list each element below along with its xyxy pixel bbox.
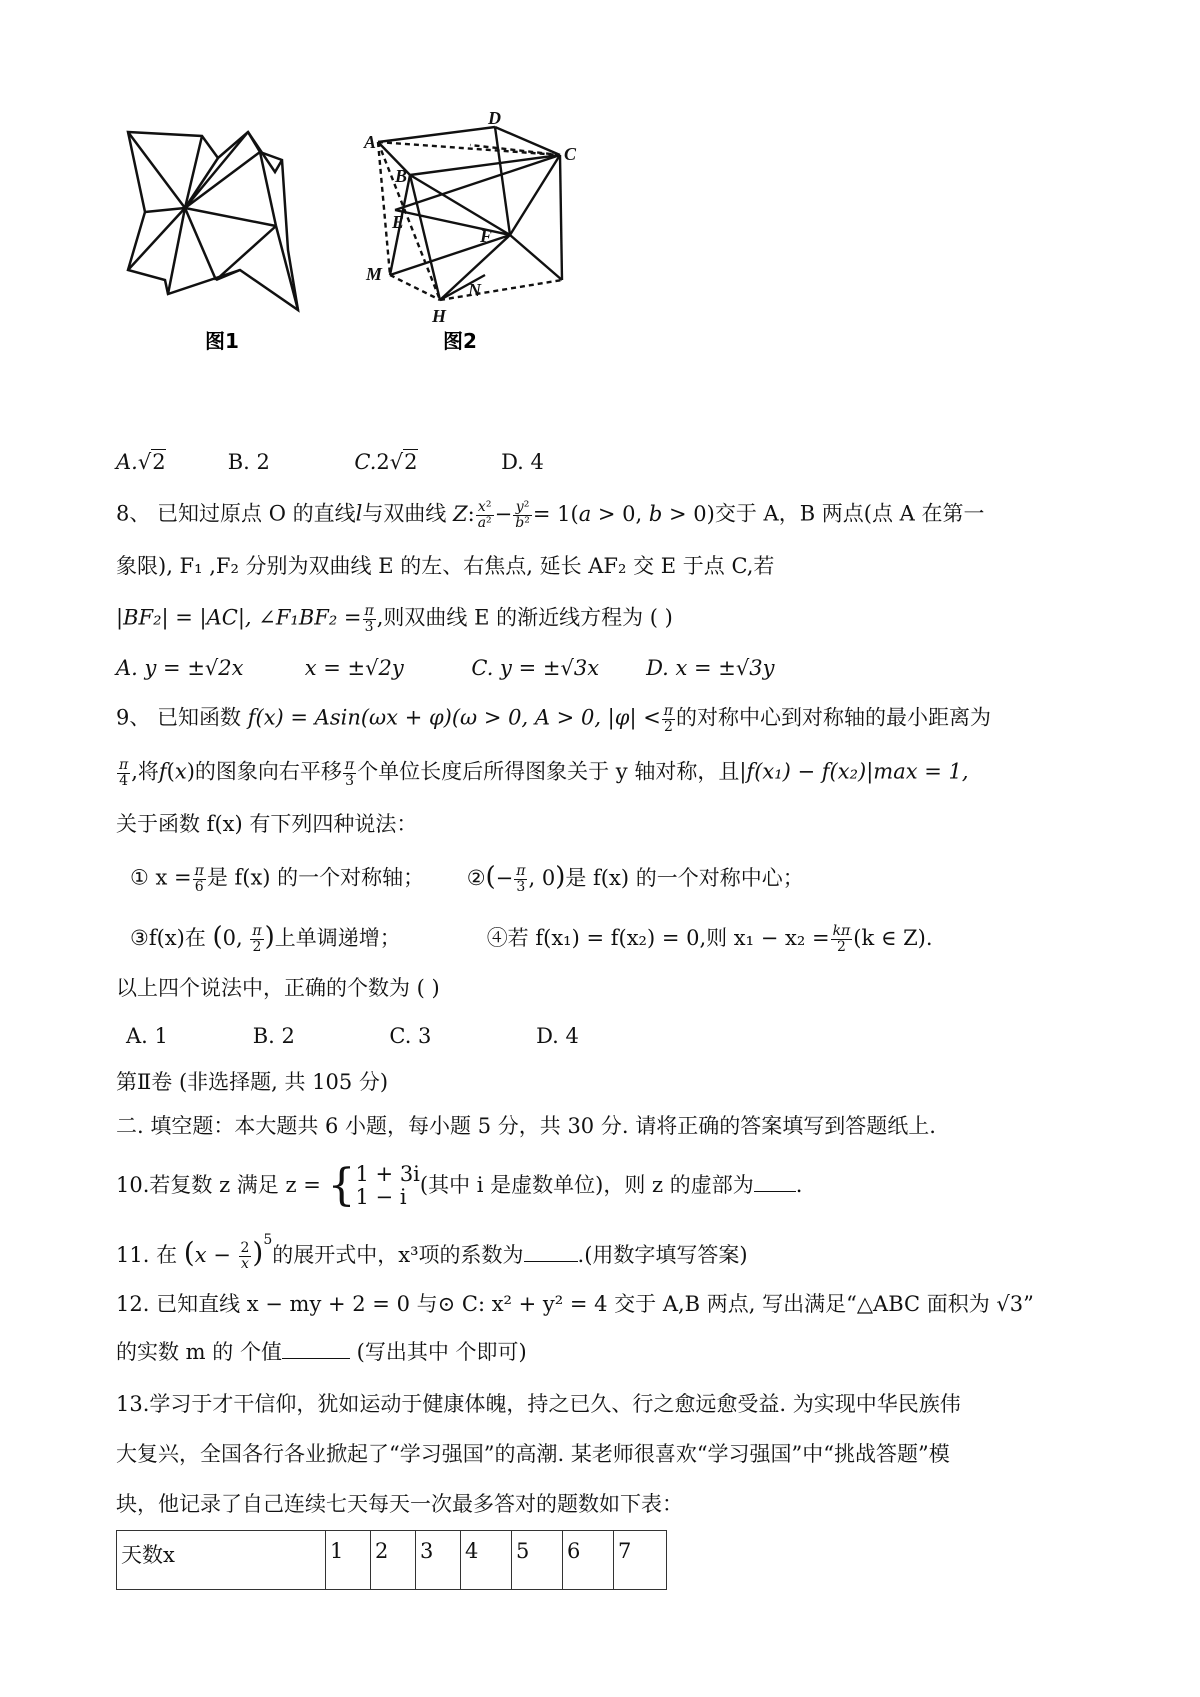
q9-pi-over-4: $\frac{\pi}{4}$ (119, 757, 129, 789)
label-m: M (366, 264, 383, 284)
geometry-figures (120, 100, 680, 400)
q8-text-c: 交于 A，B 两点(点 A 在第一 (714, 501, 985, 526)
q8-option-b: x = ±√2y (304, 656, 404, 680)
q7-option-d: D. 4 (501, 450, 544, 474)
q10-text-b: (其中 i 是虚数单位)，则 z 的虚部为 (419, 1172, 754, 1197)
figure-2-caption: 图2 (443, 329, 477, 353)
table-cell: 6 (563, 1531, 614, 1590)
q8-option-a: A. y = ±√2x (116, 656, 244, 680)
label-a: A (364, 132, 377, 152)
figure-1-star-polyhedron (128, 132, 298, 310)
table-cell: 1 (326, 1531, 371, 1590)
q13-line-1: 13.学习于才干信仰，犹如运动于健康体魄，持之已久、行之愈远愈受益. 为实现中华民族伟 (116, 1392, 961, 1416)
figure-1-caption: 图1 (205, 329, 239, 353)
q9-option-c: C. 3 (389, 1024, 432, 1048)
q9-statements-row-2 (130, 922, 933, 955)
q9-line-2: $\frac{\pi}{4}$ ,将f(x)的图象向右平移 $\frac{\pi}{3}$ 个单位长度后所得图象关于 y 轴对称，且|f(x₁) − f(x₂)|max = 1, (119, 757, 969, 789)
q10-answer-blank[interactable] (754, 1173, 796, 1192)
q7-option-b: B. 2 (227, 450, 270, 474)
q8-option-d: D. x = ±√3y (646, 656, 775, 680)
q9-options (126, 1024, 579, 1049)
q9-text-c: 的对称中心到对称轴的最小距离为 (676, 705, 991, 730)
table-cell: 3 (416, 1531, 461, 1590)
q9-statement-4: ④若 f(x₁) = f(x₂) = 0,则 x₁ − x₂ = $\frac{k\pi}{2}$ (k ∈ Z). (486, 923, 933, 955)
q7-option-a-value: √2 (137, 450, 166, 474)
label-c: C (564, 144, 577, 164)
label-e: E (392, 212, 405, 232)
q13-line-3: 块，他记录了自己连续七天每天一次最多答对的题数如下表： (116, 1492, 683, 1516)
q8-line-3 (116, 604, 673, 634)
q9-line-3: 关于函数 f(x) 有下列四种说法： (116, 812, 418, 836)
table-cell: 2 (371, 1531, 416, 1590)
q7-option-a: A. (116, 450, 138, 474)
q8-pi-over-3: $\frac{\pi}{3}$ (364, 603, 374, 635)
q7-option-c-value: 2√2 (376, 450, 418, 474)
q8-options (116, 656, 775, 681)
q8-condition: |BF₂| = |AC|, ∠F₁BF₂ = (116, 605, 362, 630)
q12-line-1: 12. 已知直线 x − my + 2 = 0 与⊙ C: x² + y² = 4 交于 A,B 两点, 写出满足“△ABC 面积为 √3” (116, 1292, 1034, 1316)
q9-option-b: B. 2 (252, 1024, 295, 1048)
fill-in-header: 二. 填空题：本大题共 6 小题，每小题 5 分，共 30 分. 请将正确的答案填写到答题纸上. (116, 1114, 936, 1138)
q8-hyperbola-equation: Z: $\frac{\text{x²}}{\text{a²}}$ − $\frac{\text{y²}}{\text{b²}}$ = 1(a > 0, b > 0) (453, 499, 715, 531)
label-b: B (395, 166, 408, 186)
label-d: D (488, 108, 501, 128)
q9-function: f(x) = Asin(ωx + φ)(ω > 0, A > 0, |φ| < (247, 705, 661, 730)
q9-text-2b: 的图象向右平移 (194, 759, 342, 784)
q9-statements-row-1 (130, 862, 804, 895)
q10-text-a: 10.若复数 z 满足 z = (116, 1172, 321, 1197)
q8-text-b: 与双曲线 (362, 501, 447, 526)
label-n: N (468, 280, 481, 300)
q9-line-1 (116, 704, 991, 734)
q8-line-1 (116, 500, 985, 530)
section-2-title: 第Ⅱ卷 (非选择题, 共 105 分) (116, 1070, 389, 1094)
q8-text-a: 8、 已知过原点 O 的直线 (116, 501, 356, 526)
q8-line-2: 象限), F₁ ,F₂ 分别为双曲线 E 的左、右焦点, 延长 AF₂ 交 E 于点 C,若 (116, 554, 775, 578)
q9-text-2a: ,将 (131, 759, 159, 784)
q9-text-2c: 个单位长度后所得图象关于 y 轴对称，且 (357, 759, 740, 784)
q8-question: ,则双曲线 E 的渐近线方程为 ( ) (376, 605, 673, 630)
q9-question: 以上四个说法中，正确的个数为 ( ) (116, 976, 440, 1000)
q9-statement-1: ① x = $\frac{\pi}{6}$ 是 f(x) 的一个对称轴； (130, 863, 425, 895)
q9-statement-3: ③f(x)在 (0, $\frac{\pi}{2}$ )上单调递增； (130, 922, 401, 955)
q11-text-a: 11. 在 (116, 1243, 178, 1267)
q10-line: 10.若复数 z 满足 z = { 1 + 3i 1 − i (其中 i 是虚数单位)，则 z 的虚部为 . (116, 1160, 803, 1211)
q11-binomial: (x − $\frac{2}{x}$ )$^5$ (183, 1232, 273, 1272)
q9-text-a: 9、 已知函数 (116, 705, 242, 730)
table-row (117, 1531, 667, 1590)
q12-line-2: 的实数 m 的 个值 (写出其中 个即可) (116, 1340, 527, 1364)
q10-expression: 1 + 3i 1 − i (355, 1162, 420, 1210)
table-cell: 4 (461, 1531, 512, 1590)
table-cell: 7 (614, 1531, 667, 1590)
q9-option-d: D. 4 (536, 1024, 579, 1048)
q9-max-diff: |f(x₁) − f(x₂)|max = 1, (739, 759, 969, 784)
q12-answer-blank[interactable] (282, 1340, 350, 1359)
days-table (116, 1530, 667, 1590)
q8-option-c: C. y = ±√3x (471, 656, 600, 680)
q8-line-l: l (355, 501, 363, 526)
q9-shift: $\frac{\pi}{3}$ (344, 757, 355, 789)
q13-line-2: 大复兴，全国各行各业掀起了“学习强国”的高潮. 某老师很喜欢“学习强国”中“挑战答题”模 (116, 1442, 950, 1466)
q9-statement-2: ②(− $\frac{\pi}{3}$ , 0)是 f(x) 的一个对称中心； (466, 862, 804, 895)
q7-option-c: C. (354, 450, 377, 474)
table-header-cell: 天数x (117, 1531, 326, 1590)
q11-text-b: 的展开式中，x³项的系数为 (272, 1243, 524, 1267)
q9-pi-over-2: $\frac{\pi}{2}$ (663, 703, 673, 735)
q11-line: 11. 在 (x − $\frac{2}{x}$ )$^5$的展开式中，x³项的系数为 .(用数字填写答案) (116, 1232, 748, 1272)
q9-option-a: A. 1 (126, 1024, 168, 1048)
label-h: H (432, 306, 447, 326)
figure-2-cube (378, 127, 562, 300)
label-f: F (480, 226, 493, 246)
q11-answer-blank[interactable] (524, 1243, 578, 1262)
table-cell: 5 (512, 1531, 563, 1590)
q7-options (116, 450, 544, 475)
